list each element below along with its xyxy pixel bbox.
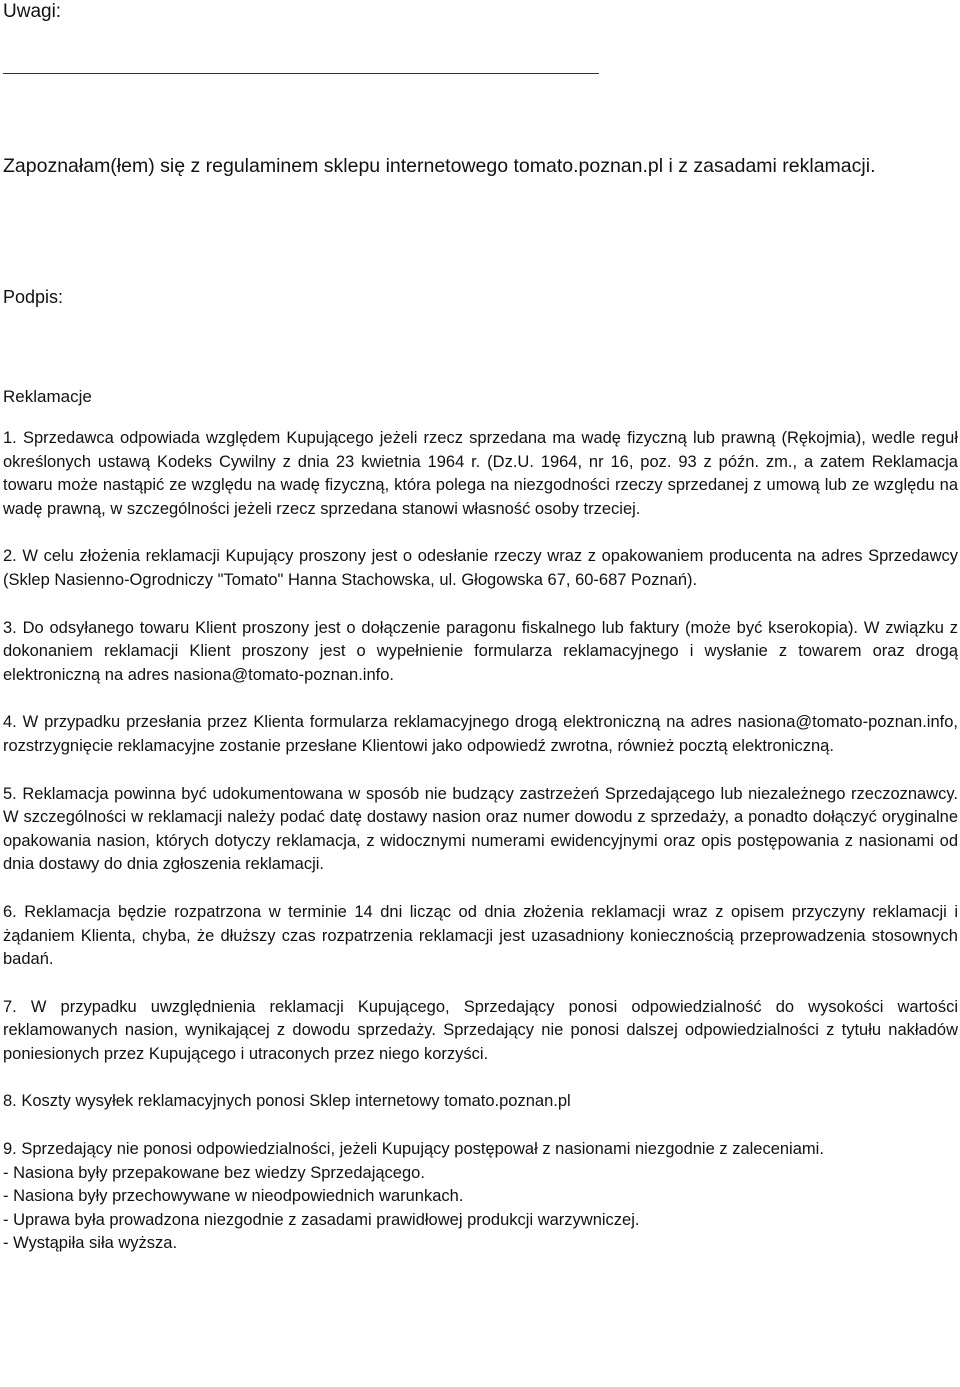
complaint-point-6: 6. Reklamacja będzie rozpatrzona w terminie 14 dni licząc od dnia złożenia reklamacji wraz z opisem przyczyny reklamacji i żądaniem Klienta, chyba, że dłuższy czas rozpatrzenia reklamacji jest uzasadniony koniecznością przeprowadzenia stosownych badań. xyxy=(3,902,958,969)
exclusion-item: - Uprawa była prowadzona niezgodnie z zasadami prawidłowej produkcji warzywniczej. xyxy=(3,1210,640,1229)
signature-label: Podpis: xyxy=(3,287,64,307)
complaint-point-1: 1. Sprzedawca odpowiada względem Kupującego jeżeli rzecz sprzedana ma wadę fizyczną lub prawną (Rękojmia), wedle reguł określonych ustawą Kodeks Cywilny z dnia 23 kwietnia 1964 r. (Dz.U. 1964, nr 16, poz. 93 z późn. zm., a zatem Reklamacja towaru może nastąpić ze względu na wadę fizyczną, która polega na niezgodności rzeczy sprzedanej z umową lub ze względu na wadę prawną, w szczególności jeżeli rzecz sprzedana stanowi własność osoby trzeciej. xyxy=(3,429,958,518)
list-item xyxy=(3,427,958,521)
complaint-point-7: 7. W przypadku uwzględnienia reklamacji Kupującego, Sprzedający ponosi odpowiedzialność do wysokości wartości reklamowanych nasion, wynikającej z dowodu sprzedaży. Sprzedający nie ponosi dalszej odpowiedzialności z tytułu nakładów poniesionych przez Kupującego i utraconych przez niego korzyści. xyxy=(3,997,958,1063)
list-item xyxy=(3,1138,958,1256)
complaints-list xyxy=(3,427,958,1256)
list-item xyxy=(3,711,958,758)
list-item xyxy=(3,617,958,688)
exclusion-item: - Nasiona były przechowywane w nieodpowiednich warunkach. xyxy=(3,1187,464,1206)
exclusions-list xyxy=(3,1162,958,1256)
complaint-point-2: 2. W celu złożenia reklamacji Kupujący proszony jest o odesłanie rzeczy wraz z opakowaniem producenta na adres Sprzedawcy (Sklep Nasienno-Ogrodniczy "Tomato" Hanna Stachowska, ul. Głogowska 67, 60-687 Poznań). xyxy=(3,547,958,589)
uwagi-label: Uwagi: xyxy=(3,1,62,22)
complaint-point-8: 8. Koszty wysyłek reklamacyjnych ponosi Sklep internetowy tomato.poznan.pl xyxy=(3,1092,571,1111)
signature-line xyxy=(3,73,599,74)
complaint-point-9: 9. Sprzedający nie ponosi odpowiedzialności, jeżeli Kupujący postępował z nasionami niezgodnie z zaleceniami. xyxy=(3,1140,824,1159)
complaint-point-4: 4. W przypadku przesłania przez Klienta formularza reklamacyjnego drogą elektroniczną na adres nasiona@tomato-poznan.info, rozstrzygnięcie reklamacyjne zostanie przesłane Klientowi jako odpowiedź zwrotna, również pocztą elektroniczną. xyxy=(3,713,958,755)
consent-statement: Zapoznałam(łem) się z regulaminem sklepu internetowego tomato.poznan.pl i z zasadami reklamacji. xyxy=(3,155,876,177)
list-item xyxy=(3,901,958,972)
list-item xyxy=(3,996,958,1067)
list-item xyxy=(3,545,958,592)
exclusion-item: - Nasiona były przepakowane bez wiedzy Sprzedającego. xyxy=(3,1163,425,1182)
complaint-point-3: 3. Do odsyłanego towaru Klient proszony jest o dołączenie paragonu fiskalnego lub faktury (może być kserokopia). W związku z dokonaniem reklamacji Klient proszony jest o wypełnienie formularza reklamacyjnego i wysłanie z towarem oraz drogą elektroniczną na adres nasiona@tomato-poznan.info. xyxy=(3,618,958,684)
exclusion-item: - Wystąpiła siła wyższa. xyxy=(3,1234,178,1253)
complaint-point-5: 5. Reklamacja powinna być udokumentowana w sposób nie budzący zastrzeżeń Sprzedającego lub niezależnego rzeczoznawcy. W szczególności w reklamacji należy podać datę dostawy nasion oraz numer dowodu z sprzedaży, a ponadto dołączyć oryginalne opakowania nasion, których dotyczy reklamacja, z widocznymi numerami ewidencyjnymi oraz opis postępowania z nasionami od dnia dostawy do dnia zgłoszenia reklamacji. xyxy=(3,784,958,874)
list-item xyxy=(3,1090,958,1114)
complaints-heading: Reklamacje xyxy=(3,387,92,406)
list-item xyxy=(3,783,958,877)
